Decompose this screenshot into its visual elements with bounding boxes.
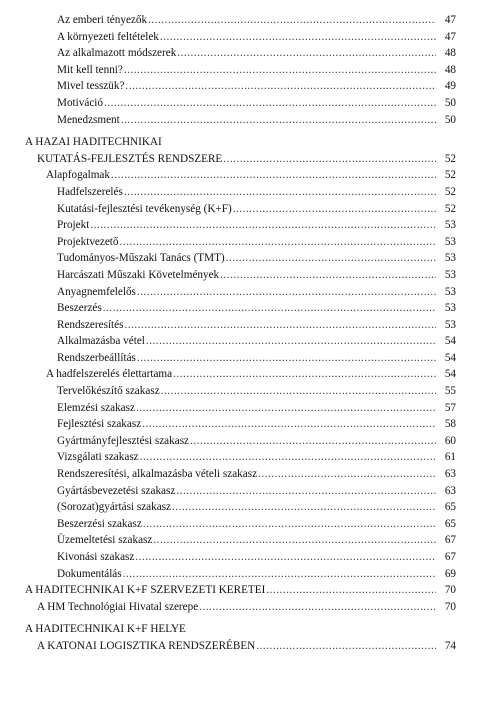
toc-section-heading: A HAZAI HADITECHNIKAI [25, 136, 162, 149]
toc-entry-title: Az emberi tényezők [57, 14, 148, 26]
toc-entry-title: KUTATÁS-FEJLESZTÉS RENDSZERE [37, 152, 223, 165]
toc-page-number: 53 [444, 318, 456, 331]
toc-page-number: 58 [444, 418, 456, 431]
dot-leader [176, 485, 436, 498]
toc-entry [57, 451, 456, 468]
toc-entry [57, 335, 456, 352]
toc-entry [57, 468, 456, 485]
dot-leader [173, 368, 436, 381]
toc-entry [57, 31, 456, 48]
toc-entry-title: Projekt [57, 219, 90, 232]
toc-page-number: 67 [444, 551, 456, 563]
toc-entry [37, 601, 456, 618]
dot-leader [172, 501, 436, 514]
toc-entry-title: Tervelőkészítő szakasz [57, 385, 160, 398]
toc-page-number: 69 [444, 567, 456, 580]
dot-leader [161, 385, 436, 398]
toc-entry [37, 153, 456, 170]
toc-entry [57, 568, 456, 585]
toc-entry [57, 47, 456, 64]
toc-entry [57, 97, 456, 114]
toc-entry-title: Rendszeresítés [57, 318, 124, 331]
toc-page-number: 60 [444, 434, 456, 447]
toc-entry [57, 203, 456, 220]
toc-entry [57, 352, 456, 369]
dot-leader [220, 269, 436, 282]
toc-page-number: 52 [444, 202, 456, 215]
toc-entry-title: Rendszerbeállítás [57, 351, 136, 364]
toc-page-number: 47 [444, 30, 456, 43]
toc-page-number: 53 [444, 252, 456, 265]
toc-entry [37, 640, 456, 657]
toc-page-number: 53 [444, 235, 456, 248]
toc-page-number: 67 [444, 534, 456, 547]
toc-page-number: 65 [444, 517, 456, 530]
toc-entry-title: (Sorozat)gyártási szakasz [57, 501, 171, 514]
toc-entry [57, 518, 456, 535]
toc-entry [57, 219, 456, 236]
dot-leader [124, 64, 436, 77]
toc-page-number: 53 [444, 219, 456, 232]
toc-entry [46, 368, 456, 385]
toc-entry-title: Fejlesztési szakasz [57, 418, 142, 431]
toc-entry-title: Alkalmazásba vétel [57, 335, 145, 348]
toc-page-number: 54 [444, 335, 456, 348]
dot-leader [148, 14, 436, 27]
dot-leader [120, 236, 436, 249]
toc-entry-title: Gyártmányfejlesztési szakasz [57, 434, 190, 447]
dot-leader [124, 186, 436, 199]
toc-entry [57, 14, 456, 31]
dot-leader [123, 568, 436, 581]
toc-entry-title: Anyagnemfelelős [57, 285, 136, 298]
toc-entry [57, 385, 456, 402]
dot-leader [103, 302, 436, 315]
toc-entry-title: Üzemeltetési szakasz [57, 534, 153, 547]
toc-entry-title: Az alkalmazott módszerek [57, 47, 177, 60]
toc-page-number: 63 [444, 484, 456, 497]
toc-section-heading: A HADITECHNIKAI K+F HELYE [25, 623, 186, 636]
toc-page-number: 49 [444, 80, 456, 93]
toc-page-number: 50 [444, 113, 456, 126]
toc-entry-title: Gyártásbevezetési szakasz [57, 484, 176, 497]
toc-entry [57, 269, 456, 286]
dot-leader [135, 551, 436, 564]
dot-leader [143, 518, 436, 531]
toc-entry-title: A HADITECHNIKAI K+F SZERVEZETI KERETEI [25, 584, 266, 597]
dot-leader [160, 31, 436, 44]
toc-entry-title: Beszerzés [57, 302, 102, 315]
toc-page-number: 61 [444, 451, 456, 464]
toc-page-number: 53 [444, 285, 456, 298]
toc-entry [46, 169, 456, 186]
toc-page-number: 53 [444, 268, 456, 281]
dot-leader [121, 114, 436, 127]
toc-entry [57, 402, 456, 419]
toc-entry-title: Kivonási szakasz [57, 551, 135, 563]
toc-page-number: 48 [444, 63, 456, 76]
toc-entry-title: Projektvezető [57, 235, 119, 248]
toc-entry-title: A hadfelszerelés élettartama [46, 368, 173, 381]
dot-leader [266, 584, 436, 597]
toc-entry-title: Alapfogalmak [46, 169, 110, 182]
toc-page-number: 74 [444, 639, 456, 652]
toc-entry [57, 302, 456, 319]
toc-entry-title: Elemzési szakasz [57, 401, 135, 414]
toc-entry [25, 584, 456, 601]
dot-leader [140, 451, 436, 464]
dot-leader [146, 335, 436, 348]
dot-leader [226, 252, 436, 265]
toc-page-number: 48 [444, 47, 456, 60]
toc-entry [57, 286, 456, 303]
toc-page-number: 52 [444, 152, 456, 165]
dot-leader [233, 203, 436, 216]
toc-page-number: 54 [444, 368, 456, 381]
toc-entry [57, 236, 456, 253]
toc-entry-title: Beszerzési szakasz [57, 517, 142, 530]
table-of-contents [0, 14, 481, 657]
dot-leader [223, 153, 436, 166]
toc-page-number: 70 [444, 584, 456, 597]
toc-entry [57, 551, 456, 568]
toc-entry-title: Rendszeresítési, alkalmazásba vételi szakasz [57, 468, 258, 481]
toc-page-number: 47 [444, 14, 456, 26]
dot-leader [153, 534, 436, 547]
toc-entry-title: Kutatási-fejlesztési tevékenység (K+F) [57, 202, 232, 215]
dot-leader [124, 319, 436, 332]
toc-entry [57, 534, 456, 551]
toc-entry-title: A HM Technológiai Hivatal szerepe [37, 600, 199, 613]
toc-entry-title: Motiváció [57, 96, 103, 109]
toc-entry-title: Menedzsment [57, 113, 120, 126]
dot-leader [256, 640, 436, 653]
dot-leader [111, 169, 436, 182]
dot-leader [136, 402, 436, 415]
dot-leader [177, 47, 436, 60]
toc-entry-title: A KATONAI LOGISZTIKA RENDSZERÉBEN [37, 639, 256, 652]
toc-page-number: 50 [444, 96, 456, 109]
toc-entry [57, 501, 456, 518]
dot-leader [104, 97, 436, 110]
toc-page-number: 65 [444, 501, 456, 514]
toc-page-number: 55 [444, 385, 456, 398]
dot-leader [125, 80, 436, 93]
toc-entry [57, 252, 456, 269]
toc-page-number: 54 [444, 351, 456, 364]
toc-entry-title: Harcászati Műszaki Követelmények [57, 268, 220, 281]
toc-page-number: 63 [444, 468, 456, 481]
dot-leader [190, 435, 436, 448]
toc-entry [57, 435, 456, 452]
toc-entry-title: A környezeti feltételek [57, 30, 159, 43]
dot-leader [258, 468, 436, 481]
toc-page-number: 57 [444, 401, 456, 414]
toc-page-number: 52 [444, 169, 456, 182]
dot-leader [90, 219, 436, 232]
toc-entry [57, 186, 456, 203]
toc-entry [57, 418, 456, 435]
toc-entry [57, 80, 456, 97]
toc-entry [57, 114, 456, 131]
toc-entry-title: Tudományos-Műszaki Tanács (TMT) [57, 252, 225, 265]
toc-entry-title: Vizsgálati szakasz [57, 451, 139, 464]
toc-entry-title: Mit kell tenni? [57, 63, 123, 76]
toc-page-number: 52 [444, 185, 456, 198]
dot-leader [137, 286, 436, 299]
toc-page-number: 70 [444, 600, 456, 613]
toc-entry-title: Dokumentálás [57, 567, 122, 580]
toc-entry [57, 319, 456, 336]
toc-entry [57, 485, 456, 502]
toc-entry [57, 64, 456, 81]
toc-entry-title: Mivel tesszük? [57, 80, 125, 93]
dot-leader [142, 418, 436, 431]
toc-entry-title: Hadfelszerelés [57, 185, 123, 198]
dot-leader [199, 601, 436, 614]
dot-leader [137, 352, 436, 365]
toc-page-number: 53 [444, 302, 456, 315]
